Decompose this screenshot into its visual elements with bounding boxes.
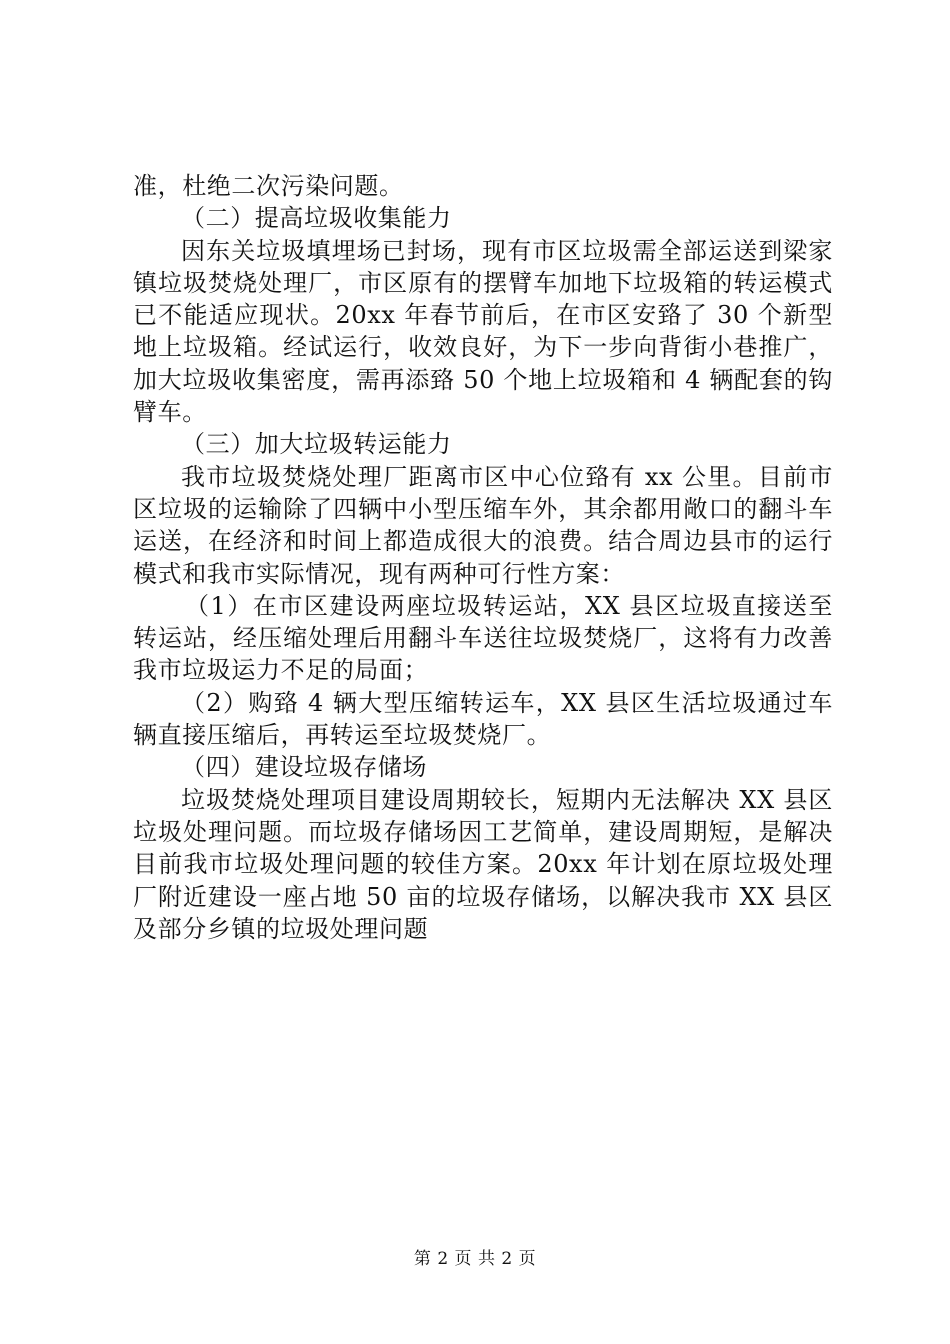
paragraph-option-1: （1）在市区建设两座垃圾转运站，XX 县区垃圾直接送至转运站，经压缩处理后用翻斗车送往垃圾焚烧厂，这将有力改善我市垃圾运力不足的局面； — [133, 591, 833, 685]
paragraph-continuation: 准，杜绝二次污染问题。 — [133, 172, 404, 200]
section-heading-4: （四）建设垃圾存储场 — [181, 753, 427, 782]
paragraph-transport: 我市垃圾焚烧处理厂距离市区中心位臵有 xx 公里。目前市区垃圾的运输除了四辆中小型压缩车外，其余都用敞口的翻斗车运送，在经济和时间上都造成很大的浪费。结合周边县市的运行模式和我市实际情况，现有两种可行性方案： — [133, 462, 833, 588]
section-heading-2: （二）提高垃圾收集能力 — [181, 204, 452, 233]
section-heading-3: （三）加大垃圾转运能力 — [181, 430, 452, 459]
paragraph-storage: 垃圾焚烧处理项目建设周期较长，短期内无法解决 XX 县区垃圾处理问题。而垃圾存储场因工艺简单，建设周期短，是解决目前我市垃圾处理问题的较佳方案。20xx 年计划在原垃圾处理厂附近建设一座占地 50 亩的垃圾存储场，以解决我市 XX 县区及部分乡镇的垃圾处理问题 — [133, 785, 833, 943]
document-body — [133, 170, 833, 945]
paragraph-option-2: （2）购臵 4 辆大型压缩转运车，XX 县区生活垃圾通过车辆直接压缩后，再转运至垃圾焚烧厂。 — [133, 688, 833, 750]
page-number-footer: 第 2 页 共 2 页 — [413, 1249, 537, 1269]
paragraph-collection: 因东关垃圾填埋场已封场，现有市区垃圾需全部运送到梁家镇垃圾焚烧处理厂，市区原有的摆臂车加地下垃圾箱的转运模式已不能适应现状。20xx 年春节前后，在市区安臵了 30 个新型地上垃圾箱。经试运行，收效良好，为下一步向背街小巷推广，加大垃圾收集密度，需再添臵 50 个地上垃圾箱和 4 辆配套的钩臂车。 — [133, 236, 833, 427]
